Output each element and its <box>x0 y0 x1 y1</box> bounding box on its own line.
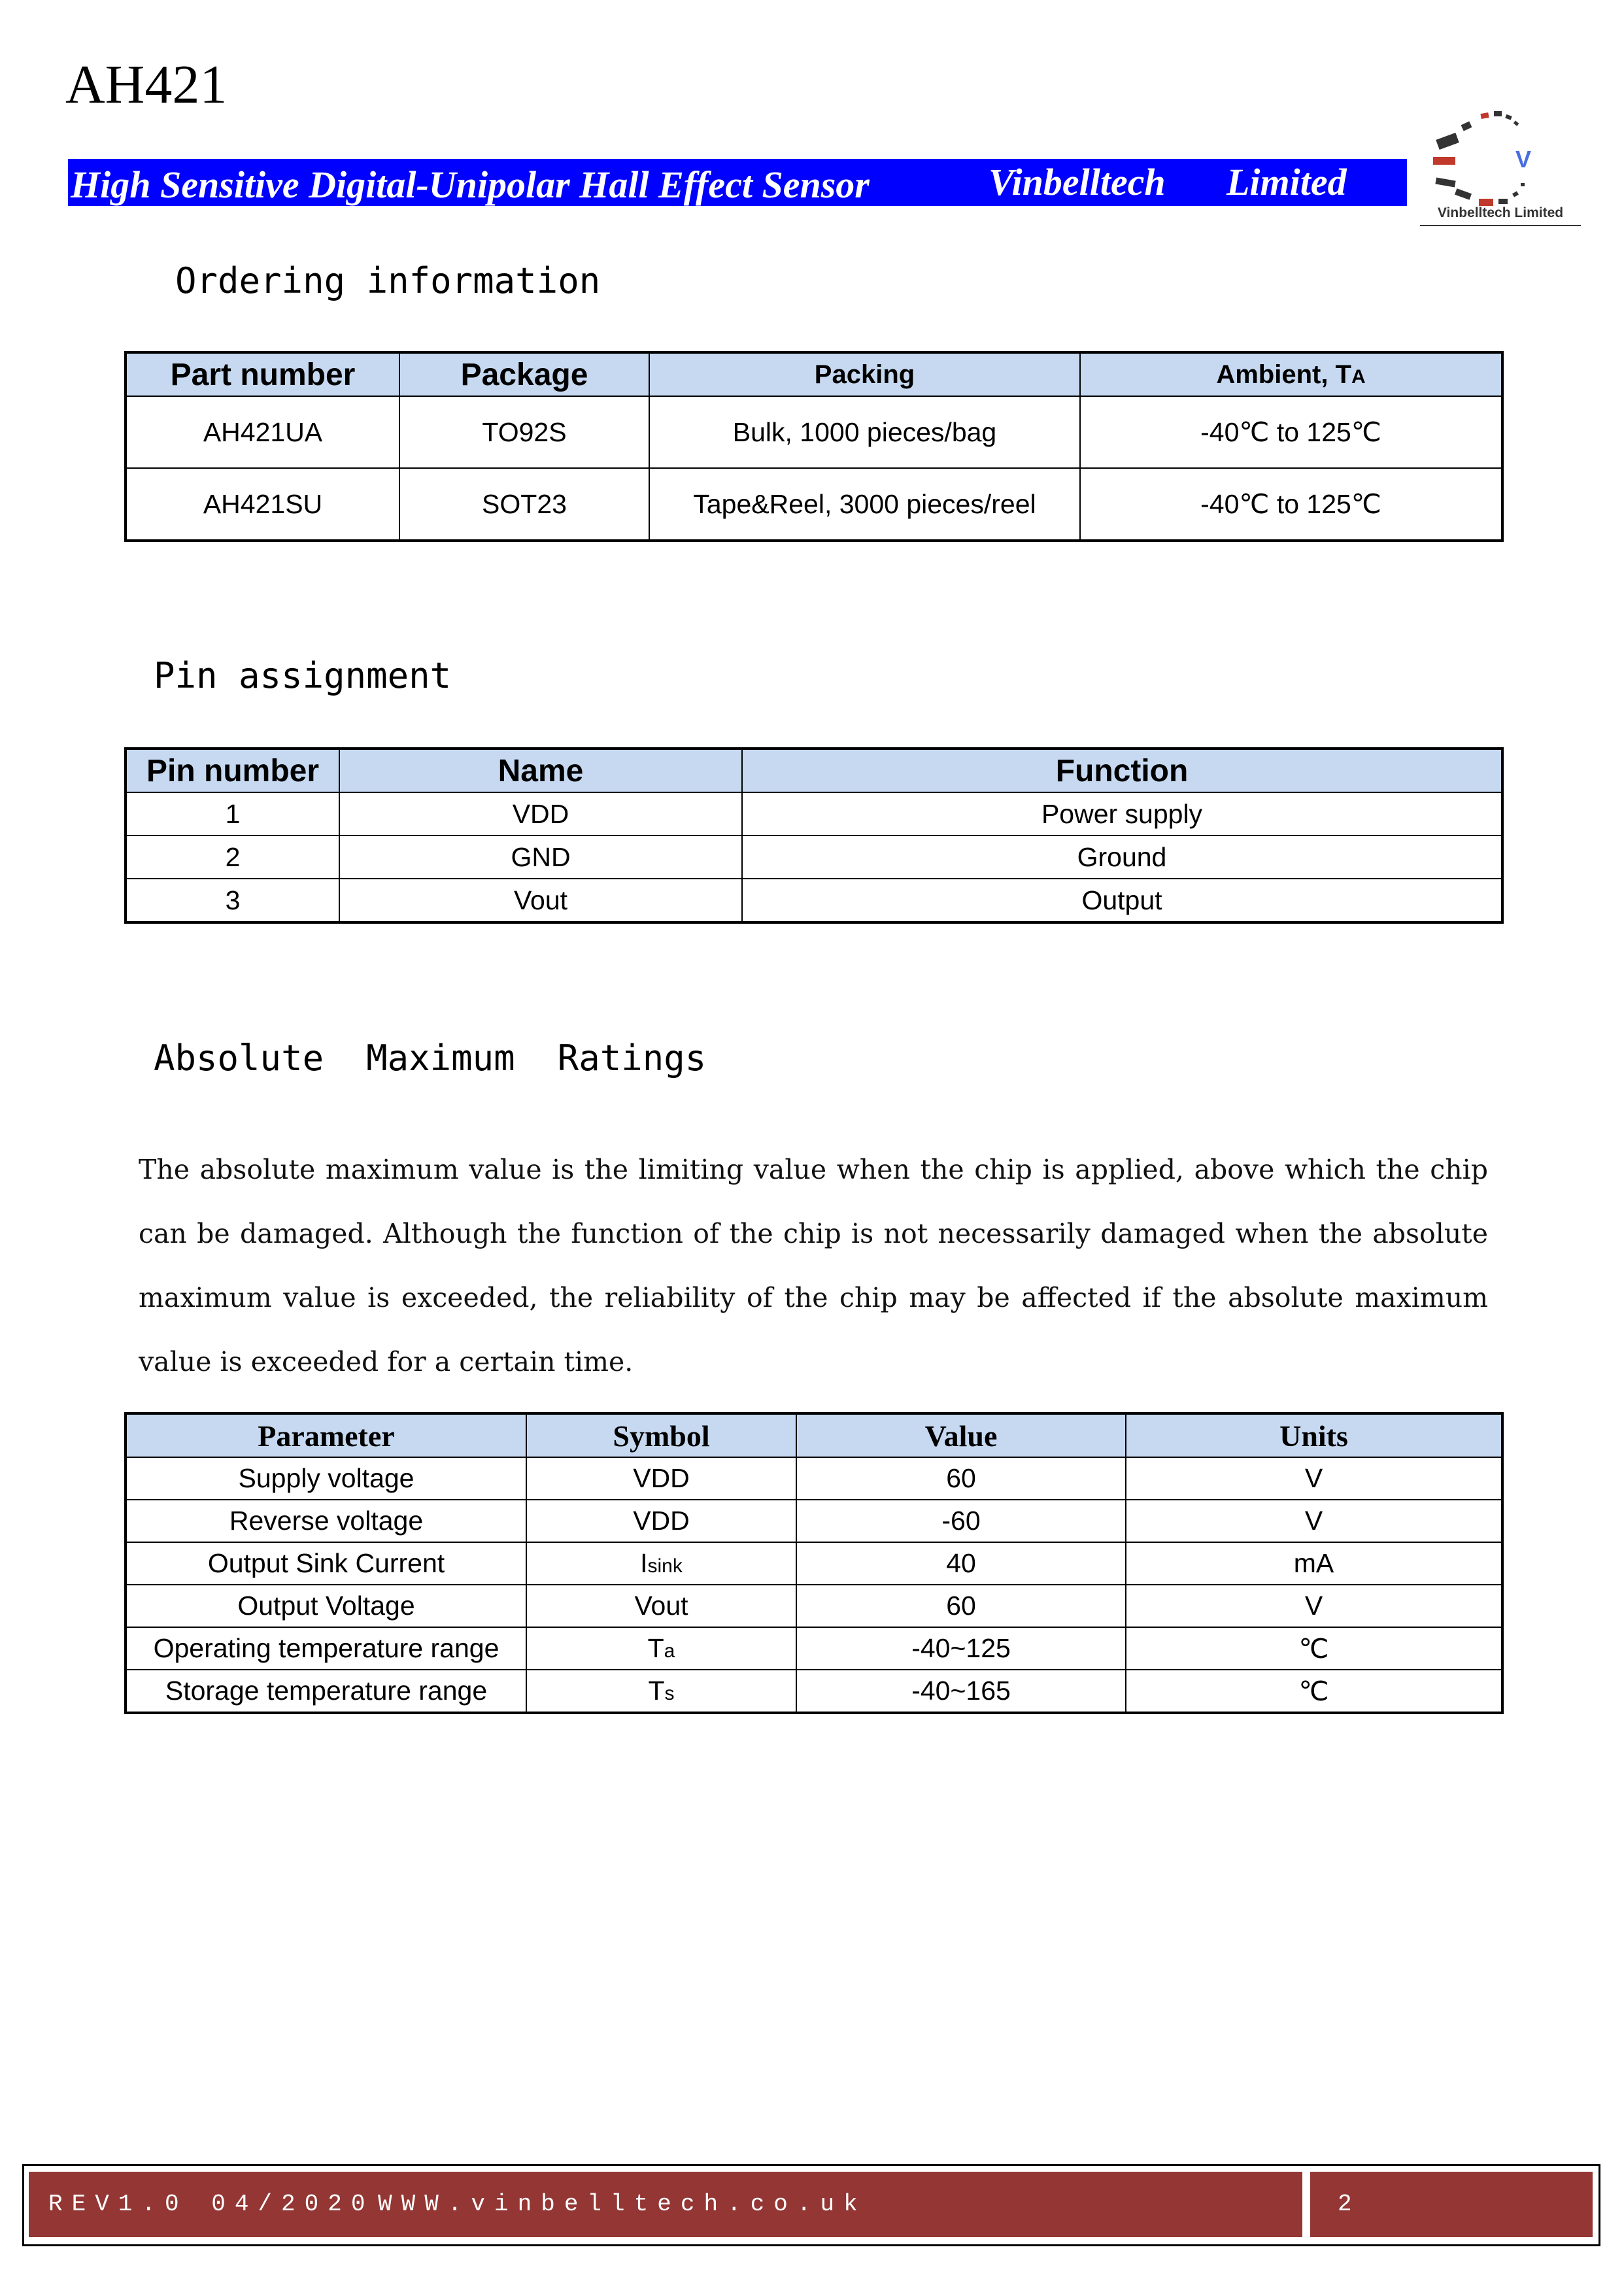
header-part-number: Part number <box>126 352 399 396</box>
cell-units: V <box>1126 1585 1502 1627</box>
cell-part-number: AH421UA <box>126 396 399 468</box>
header-ambient-sub: A <box>1351 365 1366 388</box>
table-row <box>126 792 1502 835</box>
symbol-sub: a <box>664 1640 675 1662</box>
cell-pin: 3 <box>126 879 339 922</box>
cell-value: -60 <box>796 1500 1126 1542</box>
table-row <box>126 1500 1502 1542</box>
logo-caption: Vinbelltech Limited <box>1437 205 1564 220</box>
cell-packing: Bulk, 1000 pieces/bag <box>649 396 1080 468</box>
table-row <box>126 1670 1502 1713</box>
section-heading-pin: Pin assignment <box>154 655 452 696</box>
header-banner <box>68 159 1407 206</box>
cell-name: VDD <box>339 792 742 835</box>
symbol-main: VDD <box>633 1463 690 1493</box>
cell-parameter: Reverse voltage <box>126 1500 526 1542</box>
section-heading-ordering: Ordering information <box>175 260 601 301</box>
abs-max-table <box>124 1412 1504 1714</box>
cell-packing: Tape&Reel, 3000 pieces/reel <box>649 468 1080 541</box>
company-name-1: Vinbelltech <box>989 161 1166 203</box>
cell-value: 40 <box>796 1542 1126 1585</box>
header-name: Name <box>339 749 742 792</box>
cell-symbol <box>526 1500 796 1542</box>
product-subtitle: High Sensitive Digital-Unipolar Hall Effect Sensor <box>71 163 870 206</box>
cell-part-number: AH421SU <box>126 468 399 541</box>
cell-units: V <box>1126 1457 1502 1500</box>
symbol-main: VDD <box>633 1506 690 1536</box>
header-parameter: Parameter <box>126 1413 526 1457</box>
cell-pin: 2 <box>126 835 339 879</box>
cell-parameter: Output Sink Current <box>126 1542 526 1585</box>
cell-symbol <box>526 1542 796 1585</box>
header-packing: Packing <box>649 352 1080 396</box>
cell-package: SOT23 <box>399 468 649 541</box>
symbol-main: I <box>640 1548 648 1578</box>
cell-units: ℃ <box>1126 1670 1502 1713</box>
ordering-table <box>124 351 1504 542</box>
table-row <box>126 1457 1502 1500</box>
cell-function: Power supply <box>742 792 1502 835</box>
logo-rule <box>1420 225 1581 226</box>
cell-value: 60 <box>796 1457 1126 1500</box>
cell-units: V <box>1126 1500 1502 1542</box>
cell-function: Output <box>742 879 1502 922</box>
cell-ambient: -40℃ to 125℃ <box>1080 468 1502 541</box>
abs-max-paragraph: The absolute maximum value is the limiting value when the chip is applied, above which the chip can be damaged. Although the function of the chip is not necessarily damaged when the absolute maximum value is exceeded, the reliability of the chip may be affected if the absolute maximum value is exceeded for a certain time. <box>139 1154 1488 1377</box>
symbol-main: T <box>648 1676 665 1706</box>
cell-units: ℃ <box>1126 1627 1502 1670</box>
header-ambient <box>1080 352 1502 396</box>
header-ambient-label: Ambient, T <box>1216 360 1351 389</box>
cell-symbol <box>526 1585 796 1627</box>
header-units: Units <box>1126 1413 1502 1457</box>
cell-parameter: Supply voltage <box>126 1457 526 1500</box>
symbol-main: T <box>647 1633 664 1663</box>
logo-letter: V <box>1515 146 1532 173</box>
cell-pin: 1 <box>126 792 339 835</box>
company-name-2: Limited <box>1226 161 1347 203</box>
cell-package: TO92S <box>399 396 649 468</box>
header-pin-number: Pin number <box>126 749 339 792</box>
cell-parameter: Operating temperature range <box>126 1627 526 1670</box>
footer-website: WWW.vinbelltech.co.uk <box>378 2191 867 2218</box>
symbol-sub: sink <box>647 1555 683 1577</box>
cell-symbol <box>526 1457 796 1500</box>
footer-bar-right <box>1310 2172 1593 2237</box>
footer-revision: REV1.0 04/2020 <box>48 2191 375 2218</box>
table-row <box>126 468 1502 541</box>
table-row <box>126 879 1502 922</box>
table-row <box>126 1585 1502 1627</box>
table-row <box>126 396 1502 468</box>
cell-value: -40~165 <box>796 1670 1126 1713</box>
header-value: Value <box>796 1413 1126 1457</box>
cell-name: Vout <box>339 879 742 922</box>
symbol-sub: s <box>664 1683 675 1704</box>
cell-function: Ground <box>742 835 1502 879</box>
cell-parameter: Storage temperature range <box>126 1670 526 1713</box>
cell-value: 60 <box>796 1585 1126 1627</box>
document-title: AH421 <box>65 54 228 115</box>
cell-parameter: Output Voltage <box>126 1585 526 1627</box>
page-number: 2 <box>1338 2191 1352 2218</box>
section-heading-abs-max: Absolute Maximum Ratings <box>154 1037 707 1079</box>
table-row <box>126 1542 1502 1585</box>
cell-ambient: -40℃ to 125℃ <box>1080 396 1502 468</box>
cell-symbol <box>526 1627 796 1670</box>
cell-symbol <box>526 1670 796 1713</box>
table-row <box>126 1627 1502 1670</box>
header-function: Function <box>742 749 1502 792</box>
cell-name: GND <box>339 835 742 879</box>
pin-table <box>124 747 1504 924</box>
header-symbol: Symbol <box>526 1413 796 1457</box>
symbol-main: Vout <box>634 1591 688 1621</box>
cell-units: mA <box>1126 1542 1502 1585</box>
cell-value: -40~125 <box>796 1627 1126 1670</box>
header-package: Package <box>399 352 649 396</box>
table-row <box>126 835 1502 879</box>
